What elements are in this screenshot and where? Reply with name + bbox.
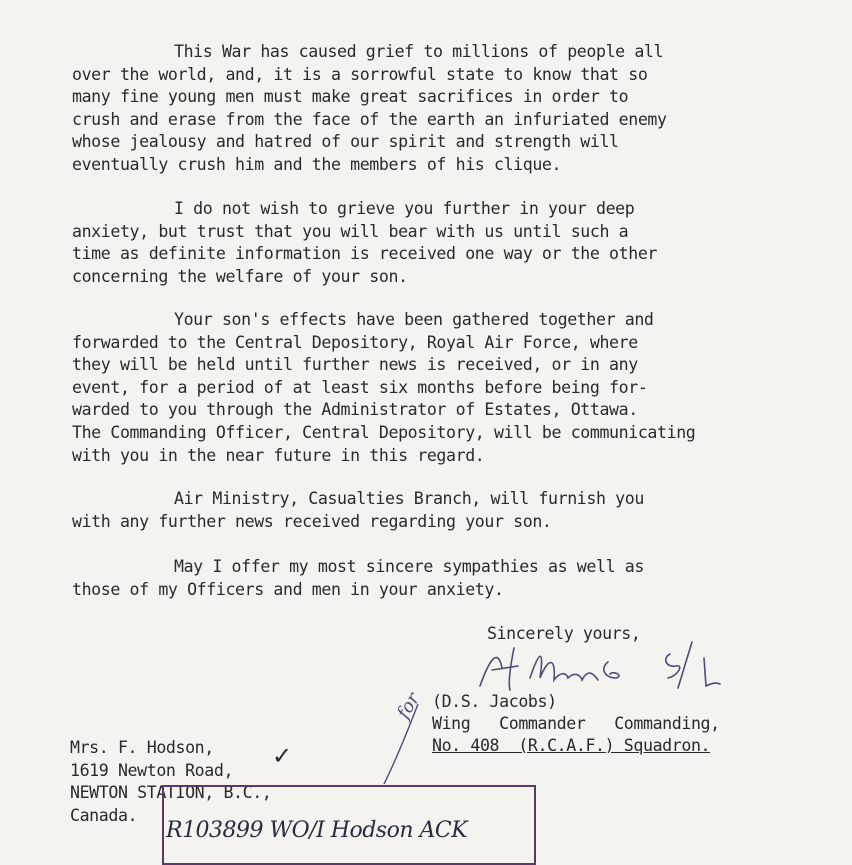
text-line: Air Ministry, Casualties Branch, will furnish you [174,489,644,508]
per-pro-mark: for [393,689,425,723]
text-line: over the world, and, it is a sorrowful state to know that so [72,64,648,84]
address-line: NEWTON STATION, B.C., [70,783,272,803]
signer-name: (D.S. Jacobs) [432,692,557,711]
text-line: concerning the welfare of your son. [72,266,408,286]
text-line: they will be held until further news is received, or in any [72,355,638,375]
text-line: forwarded to the Central Depository, Royal Air Force, where [72,332,638,352]
text-line: whose jealousy and hatred of our spirit and strength will [72,132,619,152]
paragraph-1 [72,41,812,177]
text-line: with you in the near future in this regard. [72,445,485,465]
text-line: those of my Officers and men in your anxiety. [72,579,504,599]
address-line: 1619 Newton Road, [70,760,234,780]
per-pro-stroke [378,700,428,790]
address-line: Mrs. F. Hodson, [70,738,214,757]
check-mark-icon: ✓ [272,742,293,770]
signer-unit: No. 408 (R.C.A.F.) Squadron. [432,736,711,755]
signer-title: Wing Commander Commanding, [432,714,720,733]
text-line: eventually crush him and the members of his clique. [72,154,562,174]
text-line: May I offer my most sincere sympathies as well as [174,557,644,576]
paragraph-2 [72,198,812,288]
paragraph-4 [72,488,812,533]
text-line: event, for a period of at least six months before being for- [72,377,648,397]
text-line: This War has caused grief to millions of people all [174,42,664,61]
address-line: Canada. [70,805,138,825]
text-line: warded to you through the Administrator of Estates, Ottawa. [72,400,638,420]
text-line: Your son's effects have been gathered together and [174,310,654,329]
stamp-handwriting: R103899 WO/I Hodson ACK [166,818,468,843]
handwritten-signature [470,628,770,698]
paragraph-5 [72,556,812,601]
text-line: I do not wish to grieve you further in your deep [174,199,635,218]
text-line: with any further news received regarding your son. [72,511,552,531]
text-line: time as definite information is received one way or the other [72,244,658,264]
paragraph-3 [72,309,812,467]
text-line: anxiety, but trust that you will bear with us until such a [72,221,629,241]
text-line: The Commanding Officer, Central Depository, will be communicating [72,422,696,442]
closing-text: Sincerely yours, [487,624,641,643]
text-line: crush and erase from the face of the earth an infuriated enemy [72,109,667,129]
text-line: many fine young men must make great sacrifices in order to [72,87,629,107]
